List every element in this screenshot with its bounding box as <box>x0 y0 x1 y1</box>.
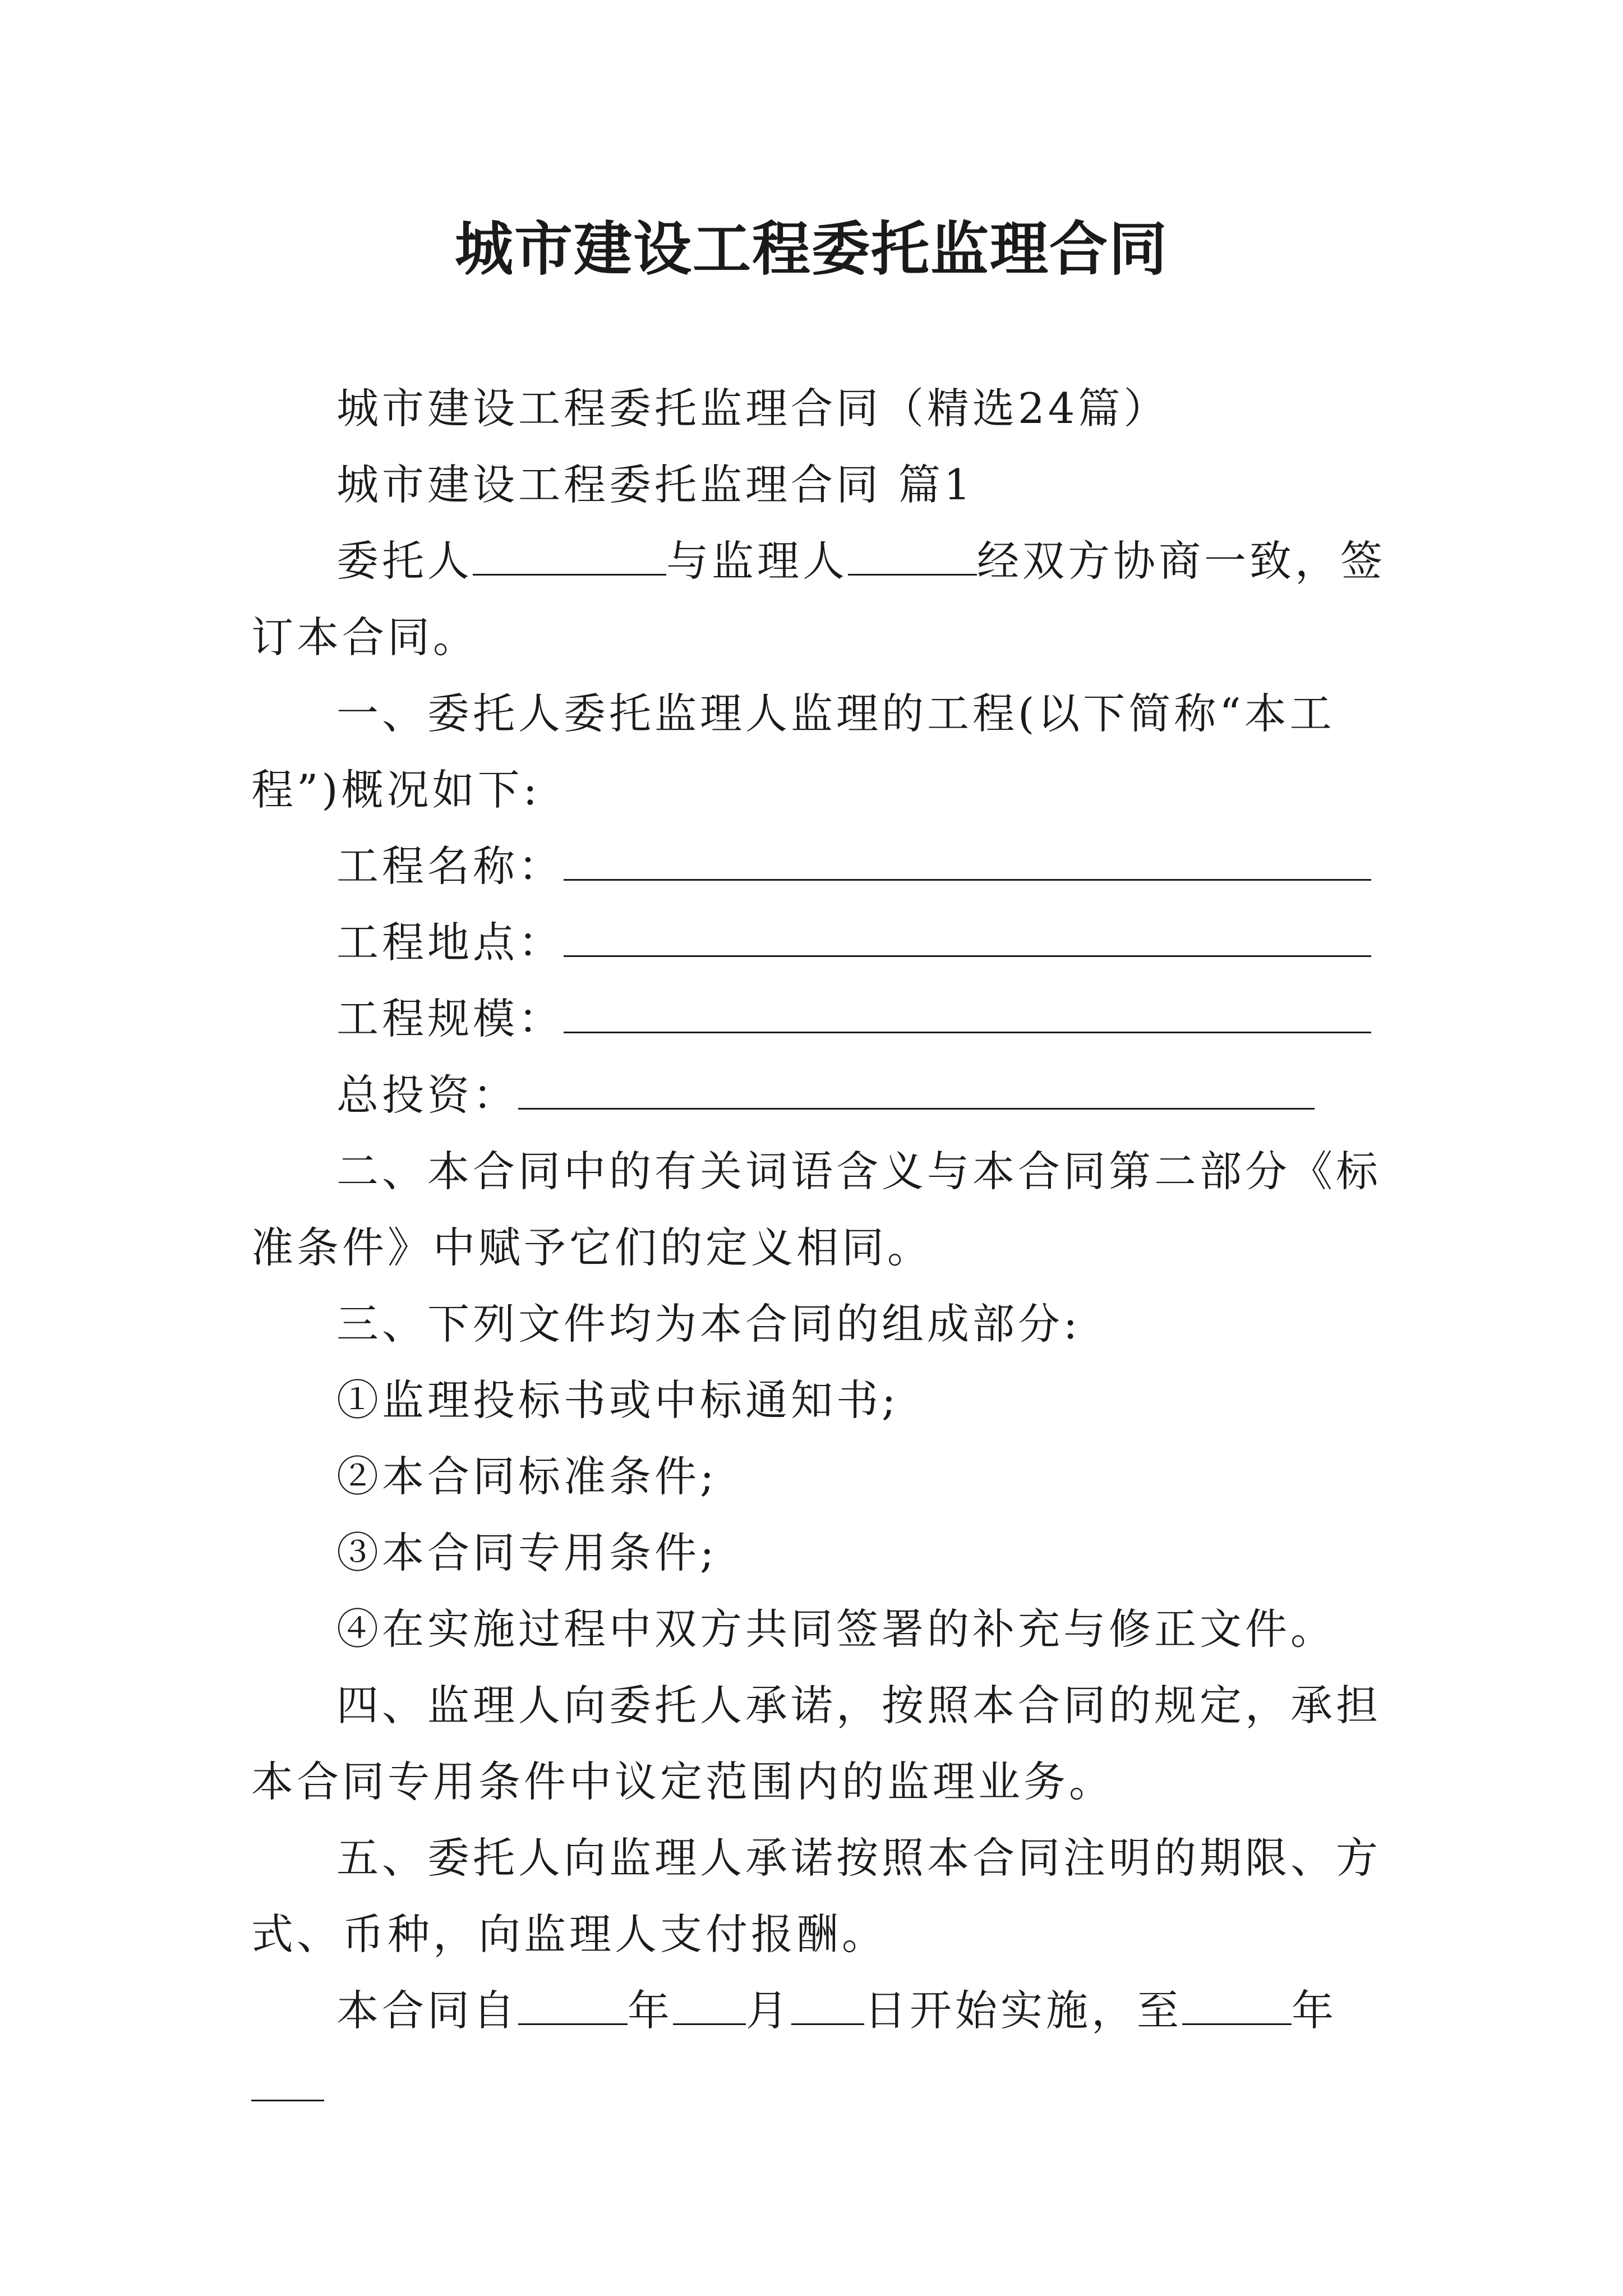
term-paragraph <box>251 1972 1401 2125</box>
intro-supervisor-label: 与监理人 <box>666 536 849 586</box>
field-total-investment <box>251 1057 1401 1133</box>
term-day-label: 日开始实施，至 <box>864 1986 1183 2035</box>
total-investment-label: 总投资： <box>336 1070 519 1120</box>
total-investment-line <box>518 1068 1315 1110</box>
chapter-heading: 城市建设工程委托监理合同 篇1 <box>336 460 974 509</box>
supervisor-blank <box>848 535 977 576</box>
term-month-label: 月 <box>746 1986 792 2035</box>
clause-5: 五、委托人向监理人承诺按照本合同注明的期限、方式、币种，向监理人支付报酬。 <box>251 1833 1382 1959</box>
intro-rest: 经双方协商一致，签订本合同。 <box>251 536 1386 662</box>
document-title: 城市建设工程委托监理合同 <box>454 214 1168 283</box>
end-year-blank <box>1182 1984 1292 2025</box>
project-scale-label: 工程规模： <box>336 994 564 1043</box>
list-item: ①监理投标书或中标通知书; <box>336 1375 900 1425</box>
client-blank <box>473 535 666 576</box>
project-location-label: 工程地点： <box>336 918 564 967</box>
start-year-blank <box>518 1984 628 2025</box>
end-month-blank <box>251 2060 324 2101</box>
subtitle: 城市建设工程委托监理合同（精选24篇） <box>336 384 1169 433</box>
intro-client-label: 委托人 <box>336 536 473 586</box>
field-project-scale <box>251 981 1401 1057</box>
clause-4: 四、监理人向委托人承诺，按照本合同的规定，承担本合同专用条件中议定范围内的监理业务。 <box>251 1681 1382 1806</box>
document-body <box>251 370 1401 2125</box>
clause-2: 二、本合同中的有关词语含义与本合同第二部分《标准条件》中赋予它们的定义相同。 <box>251 1147 1382 1272</box>
term-year2-label: 年 <box>1292 1986 1338 2035</box>
project-name-label: 工程名称： <box>336 841 564 891</box>
field-project-name <box>251 828 1401 904</box>
project-name-line <box>564 839 1371 881</box>
start-month-blank <box>673 1984 746 2025</box>
project-scale-line <box>564 991 1371 1033</box>
term-year-label: 年 <box>628 1986 674 2035</box>
list-item: ③本合同专用条件; <box>336 1528 718 1577</box>
list-item: ④在实施过程中双方共同签署的补充与修正文件。 <box>336 1604 1336 1654</box>
start-day-blank <box>791 1984 864 2025</box>
clause-1: 一、委托人委托监理人监理的工程(以下简称“本工程”)概况如下: <box>251 689 1335 815</box>
field-project-location <box>251 904 1401 981</box>
clause-3: 三、下列文件均为本合同的组成部分: <box>336 1299 1081 1349</box>
list-item: ②本合同标准条件; <box>336 1452 718 1501</box>
intro-paragraph <box>251 523 1401 675</box>
term-start-label: 本合同自 <box>336 1986 519 2035</box>
project-location-line <box>564 915 1371 957</box>
